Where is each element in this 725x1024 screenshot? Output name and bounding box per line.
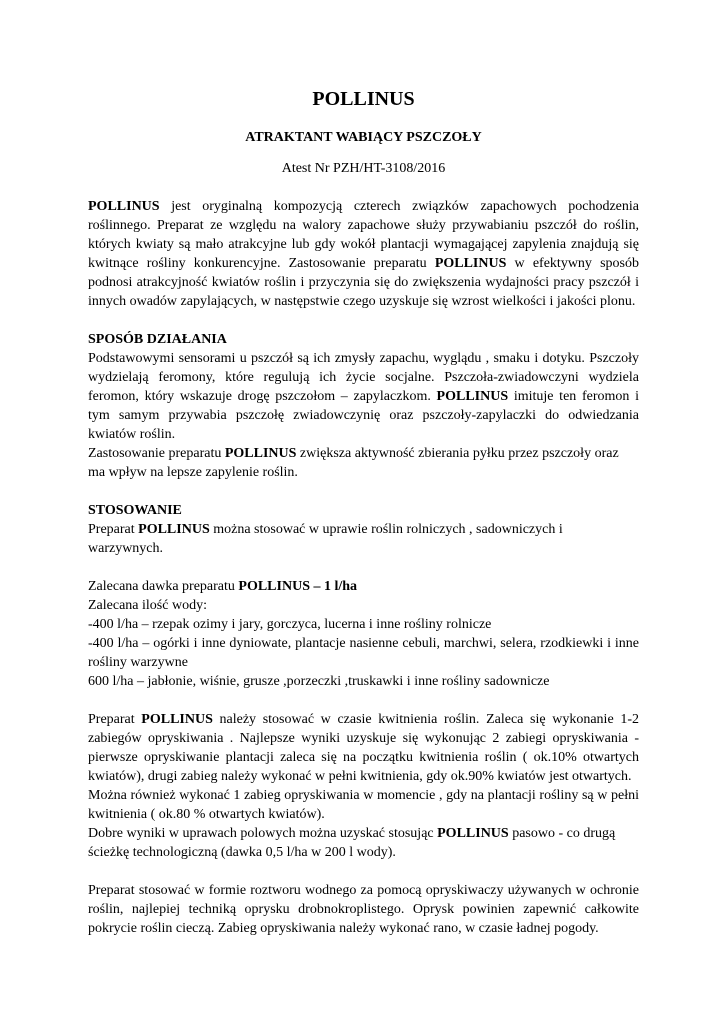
timing-paragraph: Preparat POLLINUS należy stosować w czasie kwitnienia roślin. Zaleca się wykonanie 1-2 zabiegów opryskiwania . Najlepsze wyniki uzyskuje się wykonując 2 zabiegi opryskiwania - pierwsze opryskiwanie plantacji zaleca się na początku kwitnienia roślin ( ok.10% otwartych kwiatów), drugi zabieg należy wykonać w pełni kwitnienia, gdy ok.90% kwiatów jest otwartych. bbox=[88, 712, 639, 784]
section-heading-usage: STOSOWANIE bbox=[88, 503, 182, 518]
dose-line: Zalecana dawka preparatu POLLINUS – 1 l/ha bbox=[88, 579, 358, 594]
brand-name: POLLINUS bbox=[436, 389, 509, 404]
water-label: Zalecana ilość wody: bbox=[88, 598, 207, 613]
brand-name: POLLINUS bbox=[224, 446, 297, 461]
action-paragraph: Podstawowymi sensorami u pszczół są ich zmysły zapachu, wyglądu , smaku i dotyku. Pszczoły wydzielają feromony, które regulują ich życie socjalne. Pszczoła-zwiadowczyni wydziela feromon, który wskazuje drogę pszczołom – zapylaczkom. POLLINUS imituje ten feromon i tym samym przywabia pszczołę zwiadowczynię oraz pszczoły-zapylaczki do odwiedzania kwiatów roślin. bbox=[88, 351, 639, 442]
dose-value: POLLINUS – 1 l/ha bbox=[238, 579, 358, 594]
usage-paragraph: Preparat POLLINUS można stosować w uprawie roślin rolniczych , sadowniczych i warzywnych. bbox=[88, 522, 563, 556]
section-heading-action: SPOSÓB DZIAŁANIA bbox=[88, 332, 227, 347]
brand-name: POLLINUS bbox=[437, 826, 509, 841]
brand-name: POLLINUS bbox=[141, 712, 213, 727]
brand-name: POLLINUS bbox=[434, 256, 507, 271]
timing-paragraph-3: Dobre wyniki w uprawach polowych można uzyskać stosując POLLINUS pasowo - co drugą ścieżkę technologiczną (dawka 0,5 l/ha w 200 l wody). bbox=[88, 826, 616, 860]
intro-paragraph: POLLINUS jest oryginalną kompozycją czterech związków zapachowych pochodzenia roślinnego. Preparat ze względu na walory zapachowe służy przywabianiu pszczół do roślin, których kwiaty są mało atrakcyjne lub gdy wokół plantacji wymagającej zapylenia znajdują się kwitnące rośliny konkurencyjne. Zastosowanie preparatu POLLINUS w efektywny sposób podnosi atrakcyjność kwiatów roślin i przyczynia się do zwiększenia wydajności pracy pszczół i innych owadów zapylających, w następstwie czego uzyskuje się wzrost wielkości i jakości plonu. bbox=[88, 199, 639, 309]
water-item: -400 l/ha – rzepak ozimy i jary, gorczyca, lucerna i inne rośliny rolnicze bbox=[88, 617, 492, 632]
application-paragraph: Preparat stosować w formie roztworu wodnego za pomocą opryskiwaczy używanych w ochronie roślin, najlepiej techniką oprysku drobnokroplistego. Oprysk powinien zapewnić całkowite pokrycie roślin cieczą. Zabieg opryskiwania należy wykonać rano, w czasie ładnej pogody. bbox=[88, 883, 639, 936]
water-item: -400 l/ha – ogórki i inne dyniowate, plantacje nasienne cebuli, marchwi, selera, rzodkiewki i inne rośliny warzywne bbox=[88, 636, 639, 670]
certificate-number: Atest Nr PZH/HT-3108/2016 bbox=[281, 161, 446, 176]
brand-name: POLLINUS bbox=[138, 522, 210, 537]
document-subtitle: ATRAKTANT WABIĄCY PSZCZOŁY bbox=[245, 130, 482, 145]
action-paragraph-2: Zastosowanie preparatu POLLINUS zwiększa aktywność zbierania pyłku przez pszczoły oraz ma wpływ na lepsze zapylenie roślin. bbox=[88, 446, 619, 480]
brand-name: POLLINUS bbox=[88, 199, 160, 214]
document-title: POLLINUS bbox=[312, 88, 415, 110]
timing-paragraph-2: Można również wykonać 1 zabieg opryskiwania w momencie , gdy na plantacji rośliny są w pełni kwitnienia ( ok.80 % otwartych kwiatów). bbox=[88, 788, 639, 822]
document-page bbox=[88, 86, 639, 938]
water-item: 600 l/ha – jabłonie, wiśnie, grusze ,porzeczki ,truskawki i inne rośliny sadownicze bbox=[88, 674, 550, 689]
